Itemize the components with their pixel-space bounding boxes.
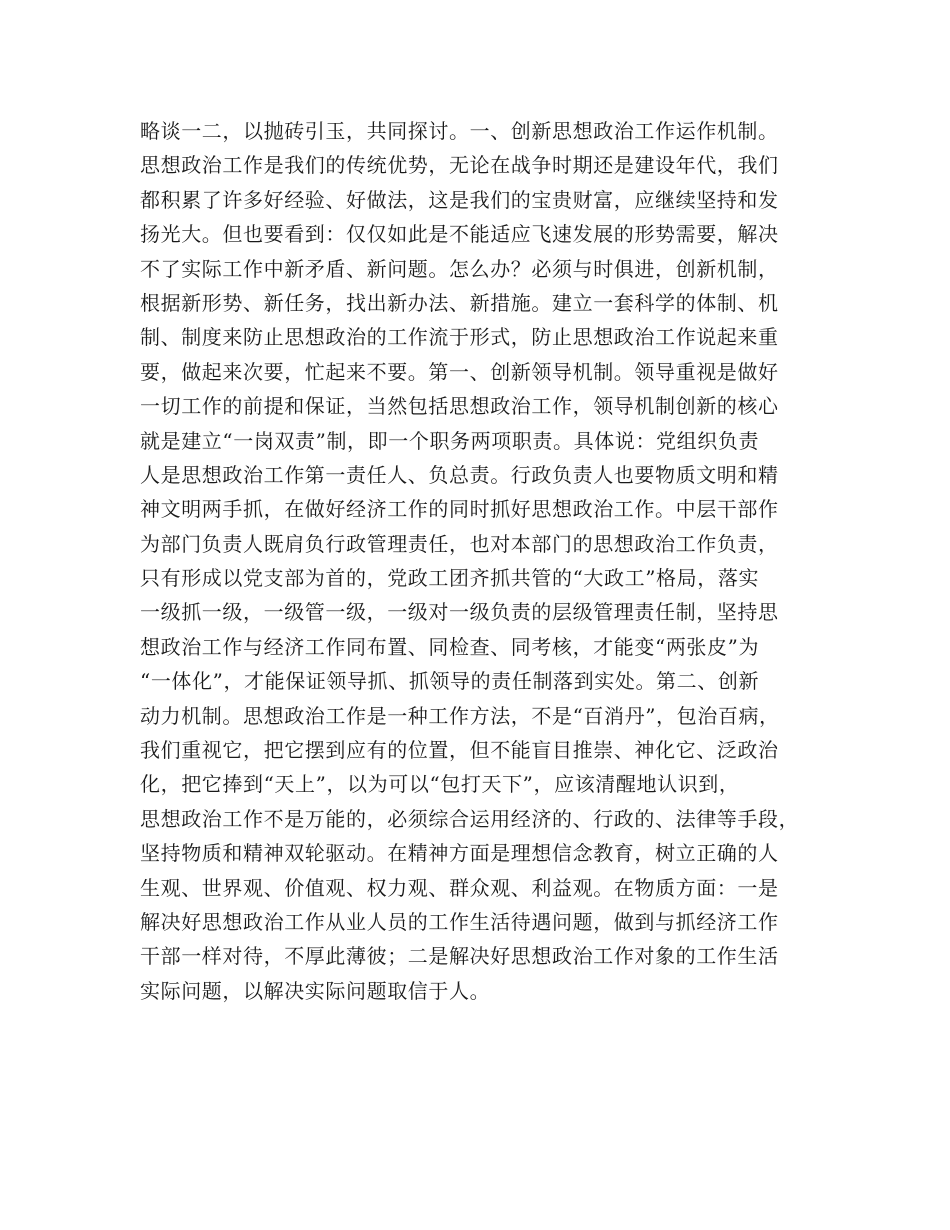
text-line: 生观、世界观、价值观、权力观、群众观、利益观。在物质方面：一是 bbox=[140, 875, 779, 900]
text-line: “一体化”，才能保证领导抓、抓领导的责任制落到实处。第二、创新 bbox=[140, 669, 760, 694]
text-line: 人是思想政治工作第一责任人、负总责。行政负责人也要物质文明和精 bbox=[140, 462, 779, 487]
text-line: 神文明两手抓，在做好经济工作的同时抓好思想政治工作。中层干部作 bbox=[140, 497, 779, 522]
text-line: 动力机制。思想政治工作是一种工作方法，不是“百消丹”，包治百病， bbox=[140, 703, 780, 728]
text-line: 我们重视它，把它摆到应有的位置，但不能盲目推崇、神化它、泛政治 bbox=[140, 738, 779, 763]
text-line: 根据新形势、新任务，找出新办法、新措施。建立一套科学的体制、机 bbox=[140, 290, 779, 315]
text-line: 化，把它捧到“天上”，以为可以“包打天下”，应该清醒地认识到， bbox=[140, 772, 740, 797]
text-line: 一级抓一级，一级管一级，一级对一级负责的层级管理责任制，坚持思 bbox=[140, 600, 779, 625]
text-line: 就是建立“一岗双责”制，即一个职务两项职责。具体说：党组织负责 bbox=[140, 428, 760, 453]
text-line: 只有形成以党支部为首的，党政工团齐抓共管的“大政工”格局，落实 bbox=[140, 566, 760, 591]
text-line: 都积累了许多好经验、好做法，这是我们的宝贵财富，应继续坚持和发 bbox=[140, 187, 779, 212]
text-line: 制、制度来防止思想政治的工作流于形式，防止思想政治工作说起来重 bbox=[140, 325, 779, 350]
text-line: 略谈一二，以抛砖引玉，共同探讨。一、创新思想政治工作运作机制。 bbox=[140, 119, 779, 143]
text-line: 实际问题，以解决实际问题取信于人。 bbox=[140, 978, 491, 1003]
text-line: 要，做起来次要，忙起来不要。第一、创新领导机制。领导重视是做好 bbox=[140, 359, 779, 384]
text-line: 解决好思想政治工作从业人员的工作生活待遇问题，做到与抓经济工作 bbox=[140, 909, 779, 934]
text-line: 不了实际工作中新矛盾、新问题。怎么办？必须与时俱进，创新机制， bbox=[140, 256, 779, 281]
text-line: 思想政治工作不是万能的，必须综合运用经济的、行政的、法律等手段， bbox=[140, 806, 800, 831]
body-paragraph bbox=[140, 114, 830, 1008]
text-line: 坚持物质和精神双轮驱动。在精神方面是理想信念教育，树立正确的人 bbox=[140, 841, 779, 866]
text-line: 为部门负责人既肩负行政管理责任，也对本部门的思想政治工作负责， bbox=[140, 531, 779, 556]
text-line: 思想政治工作是我们的传统优势，无论在战争时期还是建设年代，我们 bbox=[140, 153, 779, 178]
text-line: 干部一样对待，不厚此薄彼；二是解决好思想政治工作对象的工作生活 bbox=[140, 944, 779, 969]
text-line: 扬光大。但也要看到：仅仅如此是不能适应飞速发展的形势需要，解决 bbox=[140, 222, 779, 247]
text-line: 一切工作的前提和保证，当然包括思想政治工作，领导机制创新的核心 bbox=[140, 394, 779, 419]
text-line: 想政治工作与经济工作同布置、同检查、同考核，才能变“两张皮”为 bbox=[140, 634, 760, 659]
